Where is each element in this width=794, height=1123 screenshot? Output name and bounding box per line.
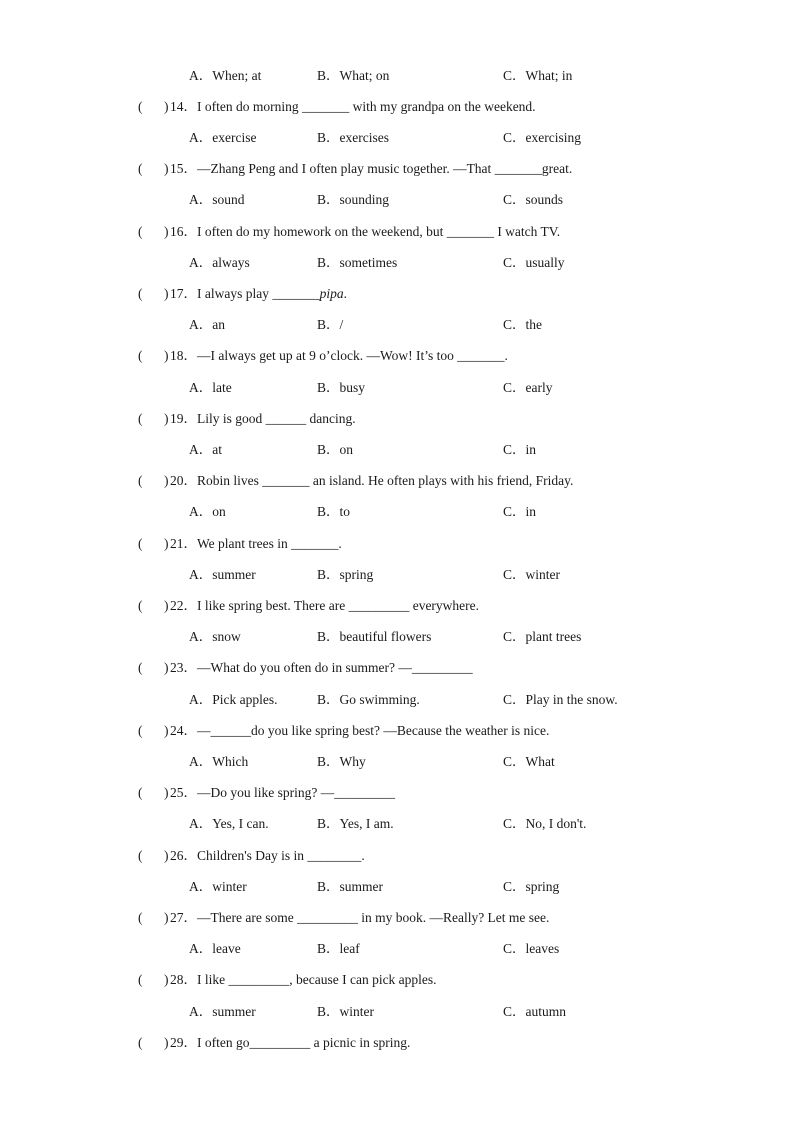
option-b: B．winter (317, 1004, 374, 1019)
question-stem: I often do my homework on the weekend, but _______ I watch TV. (197, 224, 561, 239)
options-row (0, 315, 794, 335)
option-b: B．beautiful flowers (317, 629, 432, 644)
answer-paren-open: ( (138, 224, 143, 239)
question-number: 21． (170, 536, 197, 551)
question-number: 25． (170, 785, 197, 800)
option-b: B．What; on (317, 68, 390, 83)
options-row-13 (0, 66, 794, 86)
answer-paren-open: ( (138, 785, 143, 800)
answer-paren-open: ( (138, 99, 143, 114)
answer-paren-open: ( (138, 348, 143, 363)
question-stem: —______do you like spring best? —Because the weather is nice. (197, 723, 550, 738)
question-stem: I like spring best. There are _________ everywhere. (197, 598, 480, 613)
option-c: C．What; in (503, 68, 573, 83)
option-c: C．plant trees (503, 629, 582, 644)
answer-paren-open: ( (138, 910, 143, 925)
question-row (0, 1033, 794, 1053)
option-c: C．in (503, 504, 537, 519)
answer-paren-open: ( (138, 660, 143, 675)
option-b: B．Yes, I am. (317, 816, 394, 831)
options-row (0, 752, 794, 772)
option-a: A．When; at (189, 68, 262, 83)
stem-end: . (343, 286, 347, 301)
options-row (0, 627, 794, 647)
option-c: C．autumn (503, 1004, 566, 1019)
option-a: A．leave (189, 941, 241, 956)
options-row (0, 1002, 794, 1022)
option-b: B．spring (317, 567, 374, 582)
answer-paren-open: ( (138, 286, 143, 301)
option-a: A．winter (189, 879, 247, 894)
answer-paren-open: ( (138, 536, 143, 551)
option-c: C．Play in the snow. (503, 692, 618, 707)
answer-paren-open: ( (138, 473, 143, 488)
answer-paren-open: ( (138, 848, 143, 863)
answer-paren-close: ) (164, 723, 169, 738)
option-b: B．to (317, 504, 351, 519)
question-number: 15． (170, 161, 197, 176)
options-row (0, 565, 794, 585)
question-row (0, 409, 794, 429)
stem-italic-word: pipa (319, 286, 344, 301)
answer-paren-close: ) (164, 348, 169, 363)
question-number: 26． (170, 848, 197, 863)
question-row (0, 159, 794, 179)
answer-paren-close: ) (164, 161, 169, 176)
question-stem: —There are some _________ in my book. —Really? Let me see. (197, 910, 550, 925)
question-row (0, 534, 794, 554)
question-stem: Lily is good ______ dancing. (197, 411, 356, 426)
options-row (0, 440, 794, 460)
answer-paren-open: ( (138, 411, 143, 426)
question-row (0, 346, 794, 366)
option-b: B．Why (317, 754, 366, 769)
question-stem (197, 284, 347, 304)
option-a: A．snow (189, 629, 241, 644)
option-c: C．What (503, 754, 555, 769)
option-b: B．on (317, 442, 354, 457)
options-row (0, 690, 794, 710)
question-number: 18． (170, 348, 197, 363)
answer-paren-close: ) (164, 910, 169, 925)
question-stem: I often do morning _______ with my grandpa on the weekend. (197, 99, 536, 114)
option-c: C．winter (503, 567, 560, 582)
question-stem: I like _________, because I can pick apples. (197, 972, 437, 987)
option-b: B．sometimes (317, 255, 398, 270)
question-row (0, 721, 794, 741)
option-a: A．Pick apples. (189, 692, 278, 707)
answer-paren-close: ) (164, 536, 169, 551)
option-c: C．early (503, 380, 553, 395)
option-a: A．Yes, I can. (189, 816, 269, 831)
option-b: B．summer (317, 879, 383, 894)
options-row (0, 939, 794, 959)
stem-text: I always play _______ (197, 286, 320, 301)
option-c: C．exercising (503, 130, 581, 145)
question-number: 24． (170, 723, 197, 738)
question-stem: —Zhang Peng and I often play music together. —That _______great. (197, 161, 573, 176)
question-number: 14． (170, 99, 197, 114)
question-stem: We plant trees in _______. (197, 536, 342, 551)
question-row (0, 97, 794, 117)
question-row (0, 970, 794, 990)
question-number: 19． (170, 411, 197, 426)
answer-paren-close: ) (164, 848, 169, 863)
option-c: C．leaves (503, 941, 560, 956)
question-number: 28． (170, 972, 197, 987)
answer-paren-open: ( (138, 598, 143, 613)
question-row (0, 284, 794, 304)
option-a: A．summer (189, 567, 256, 582)
question-number: 27． (170, 910, 197, 925)
question-row (0, 596, 794, 616)
option-c: C．the (503, 317, 542, 332)
option-b: B．sounding (317, 192, 390, 207)
question-stem: I often go_________ a picnic in spring. (197, 1035, 411, 1050)
option-a: A．exercise (189, 130, 257, 145)
options-row (0, 877, 794, 897)
option-b: B．/ (317, 317, 344, 332)
answer-paren-close: ) (164, 411, 169, 426)
question-stem: —What do you often do in summer? —_________ (197, 660, 473, 675)
option-b: B．Go swimming. (317, 692, 420, 707)
option-b: B．leaf (317, 941, 360, 956)
question-number: 29． (170, 1035, 197, 1050)
question-row (0, 471, 794, 491)
answer-paren-close: ) (164, 286, 169, 301)
option-a: A．always (189, 255, 250, 270)
option-c: C．in (503, 442, 537, 457)
option-b: B．busy (317, 380, 366, 395)
question-row (0, 222, 794, 242)
answer-paren-open: ( (138, 723, 143, 738)
question-row (0, 846, 794, 866)
answer-paren-close: ) (164, 660, 169, 675)
question-row (0, 783, 794, 803)
question-row (0, 658, 794, 678)
answer-paren-close: ) (164, 473, 169, 488)
options-row (0, 502, 794, 522)
question-stem: Robin lives _______ an island. He often plays with his friend, Friday. (197, 473, 574, 488)
question-number: 23． (170, 660, 197, 675)
option-c: C．spring (503, 879, 560, 894)
question-number: 22． (170, 598, 197, 613)
options-row (0, 190, 794, 210)
answer-paren-close: ) (164, 598, 169, 613)
option-a: A．on (189, 504, 226, 519)
options-row (0, 128, 794, 148)
answer-paren-open: ( (138, 1035, 143, 1050)
question-stem: —Do you like spring? —_________ (197, 785, 395, 800)
answer-paren-close: ) (164, 99, 169, 114)
option-a: A．Which (189, 754, 249, 769)
option-c: C．sounds (503, 192, 564, 207)
option-c: C．No, I don't. (503, 816, 587, 831)
options-row (0, 814, 794, 834)
answer-paren-close: ) (164, 972, 169, 987)
option-c: C．usually (503, 255, 565, 270)
answer-paren-open: ( (138, 972, 143, 987)
answer-paren-close: ) (164, 785, 169, 800)
question-stem: —I always get up at 9 o’clock. —Wow! It’s too _______. (197, 348, 508, 363)
option-a: A．late (189, 380, 232, 395)
option-a: A．summer (189, 1004, 256, 1019)
question-row (0, 908, 794, 928)
option-a: A．an (189, 317, 225, 332)
question-number: 20． (170, 473, 197, 488)
question-number: 16． (170, 224, 197, 239)
answer-paren-close: ) (164, 224, 169, 239)
option-a: A．at (189, 442, 222, 457)
option-b: B．exercises (317, 130, 389, 145)
question-number: 17． (170, 286, 197, 301)
options-row (0, 253, 794, 273)
question-stem: Children's Day is in ________. (197, 848, 365, 863)
option-a: A．sound (189, 192, 245, 207)
answer-paren-open: ( (138, 161, 143, 176)
answer-paren-close: ) (164, 1035, 169, 1050)
options-row (0, 378, 794, 398)
